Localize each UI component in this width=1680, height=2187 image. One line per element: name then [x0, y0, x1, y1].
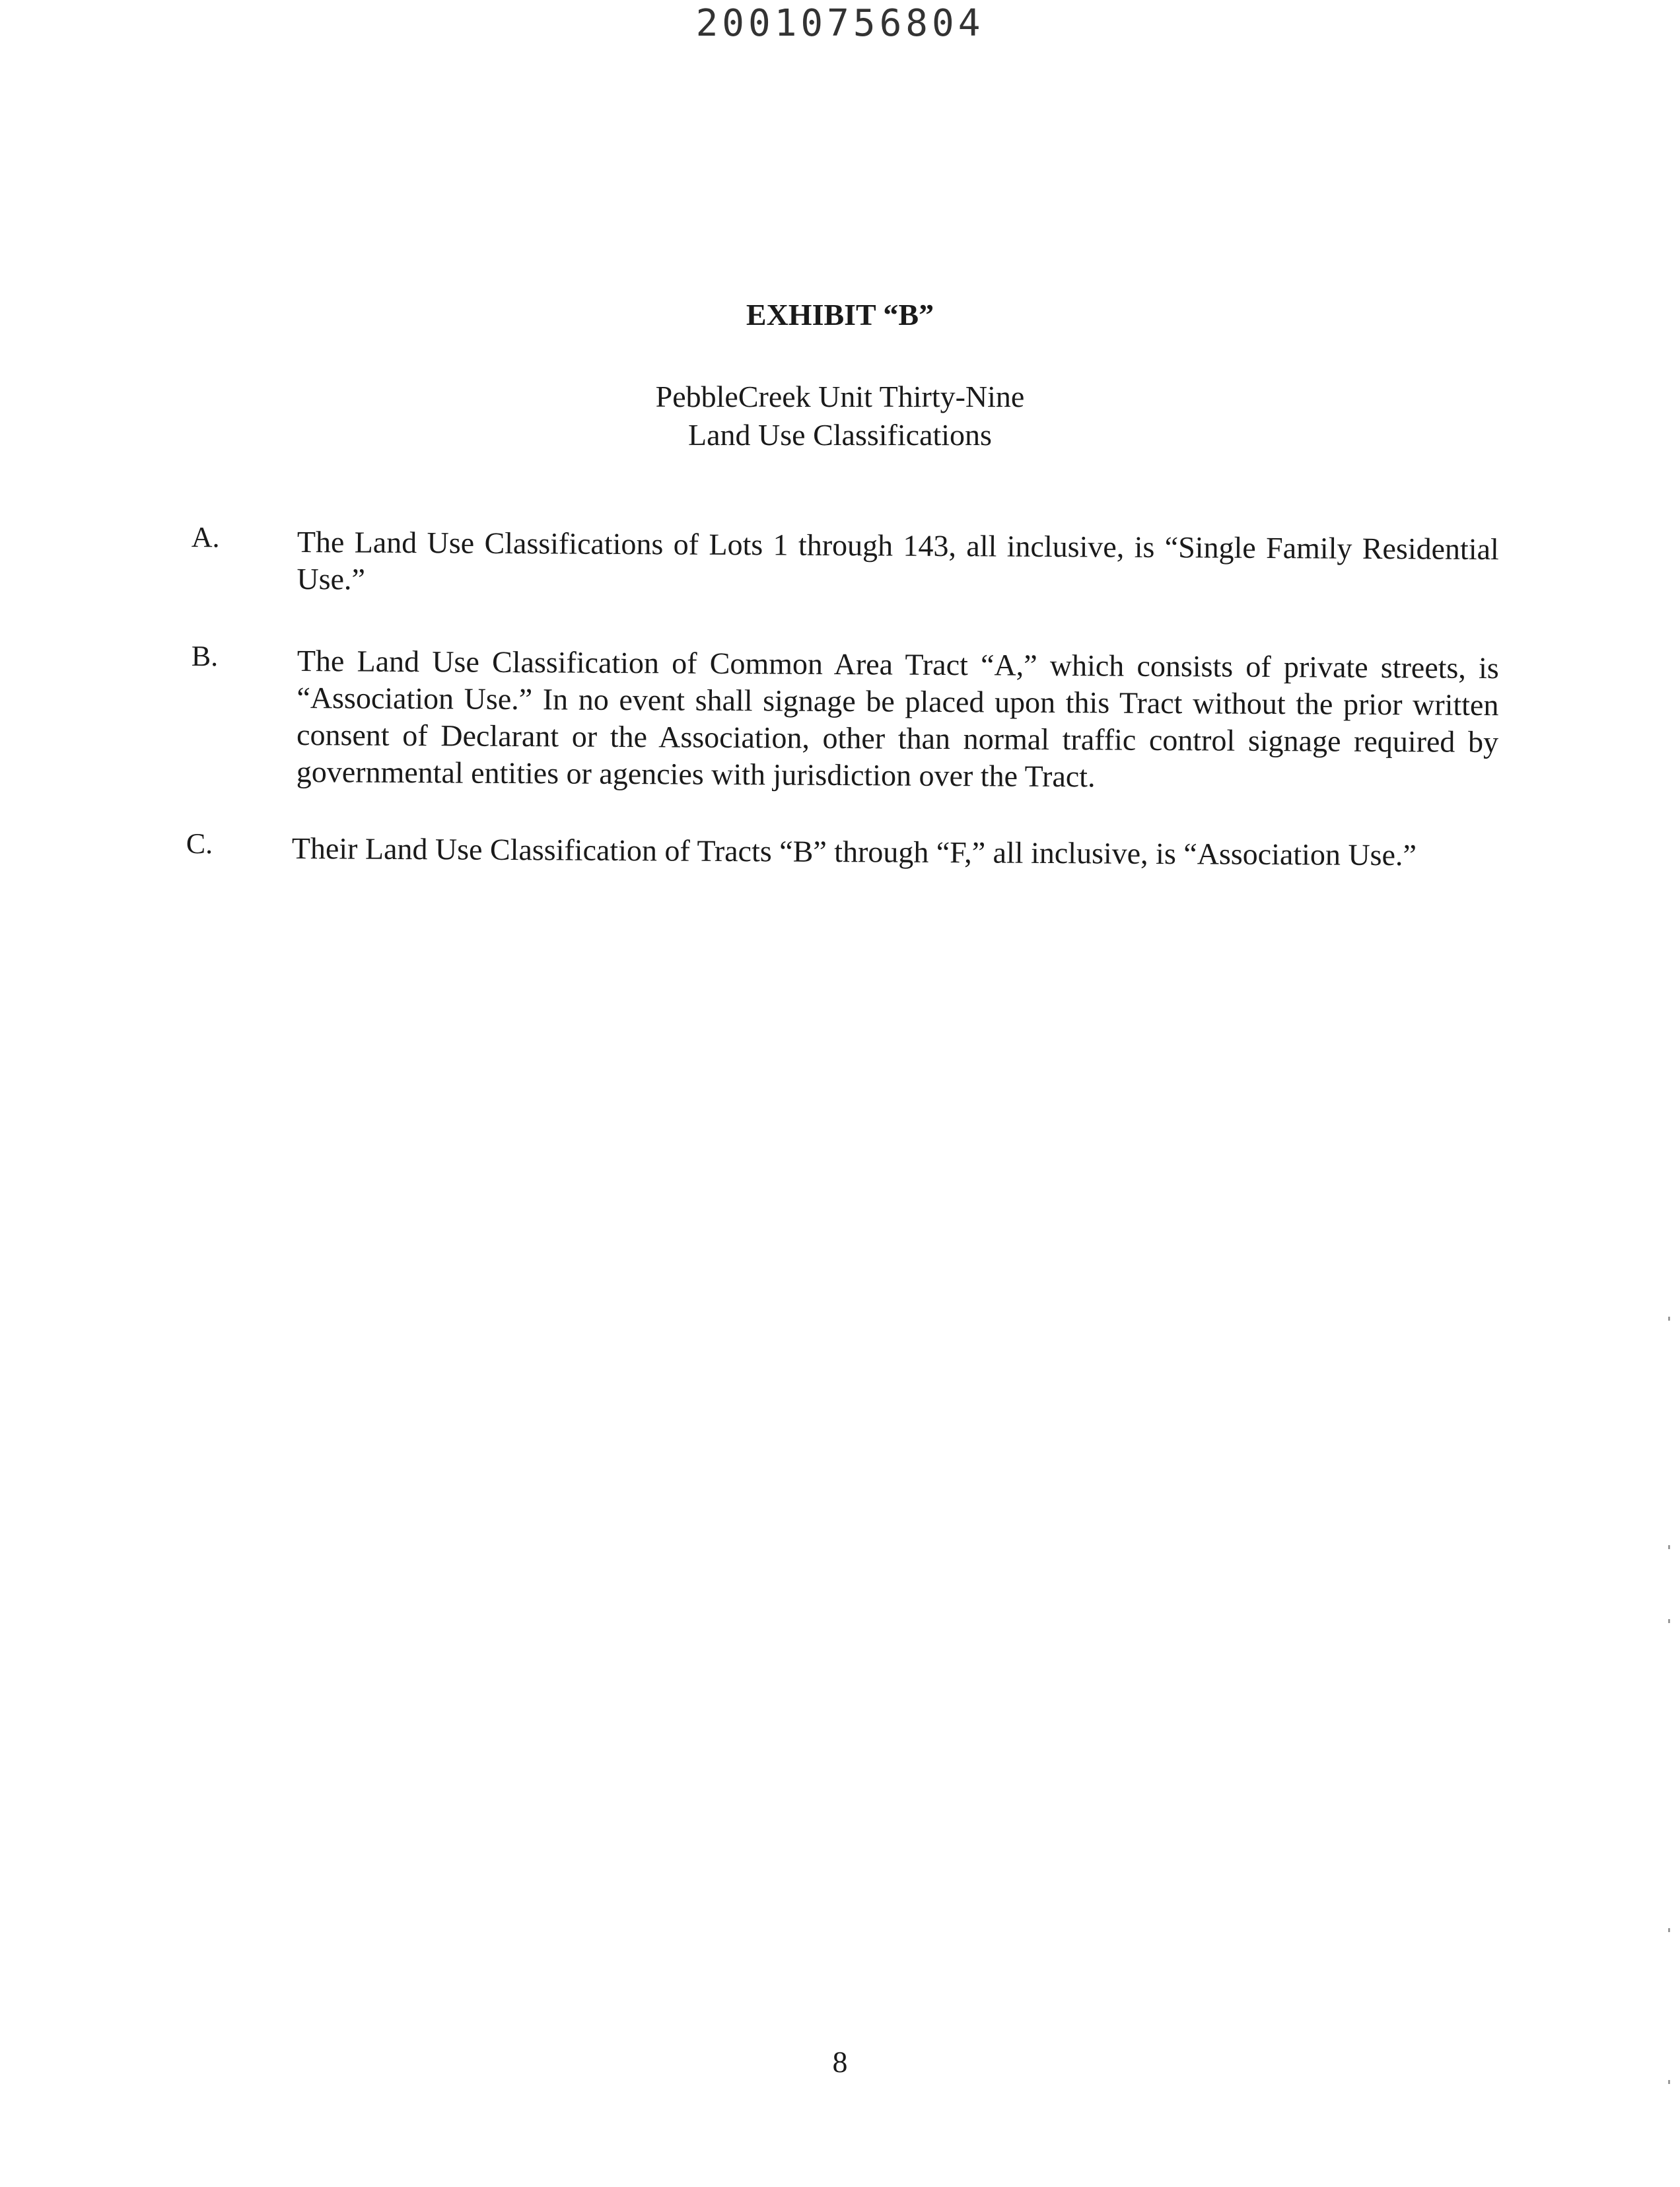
scan-artifact: [1668, 2080, 1670, 2084]
recording-number: 20010756804: [695, 2, 985, 45]
scan-artifact: [1668, 1545, 1670, 1549]
clause-b: [191, 640, 1512, 794]
scan-artifact: [1668, 1928, 1670, 1932]
scan-artifact: [1668, 1317, 1670, 1321]
clause-text: The Land Use Classifications of Lots 1 through 143, all inclusive, is “Single Family Residential Use.”: [297, 524, 1499, 596]
page-number: 8: [832, 2045, 848, 2079]
exhibit-title: EXHIBIT “B”: [746, 298, 934, 331]
clause-letter: A.: [191, 521, 220, 554]
clause-a: [191, 521, 1512, 596]
clause-text: The Land Use Classification of Common Area Tract “A,” which consists of private streets, is “Association Use.” In no event shall signage be placed upon this Tract without the prior written consent of Declarant or the Association, other than normal traffic control signage required by governmental entities or agencies with jurisdiction over the Tract.: [296, 643, 1499, 794]
scan-artifact: [1668, 1619, 1670, 1623]
clause-letter: B.: [191, 640, 219, 673]
clause-text: Their Land Use Classification of Tracts “B” through “F,” all inclusive, is “Association Use.”: [291, 831, 1417, 872]
exhibit-subtitle-heading: Land Use Classifications: [688, 418, 992, 452]
exhibit-subtitle-project: PebbleCreek Unit Thirty-Nine: [655, 380, 1025, 413]
clause-letter: C.: [186, 827, 213, 860]
clause-c: [186, 827, 1507, 872]
